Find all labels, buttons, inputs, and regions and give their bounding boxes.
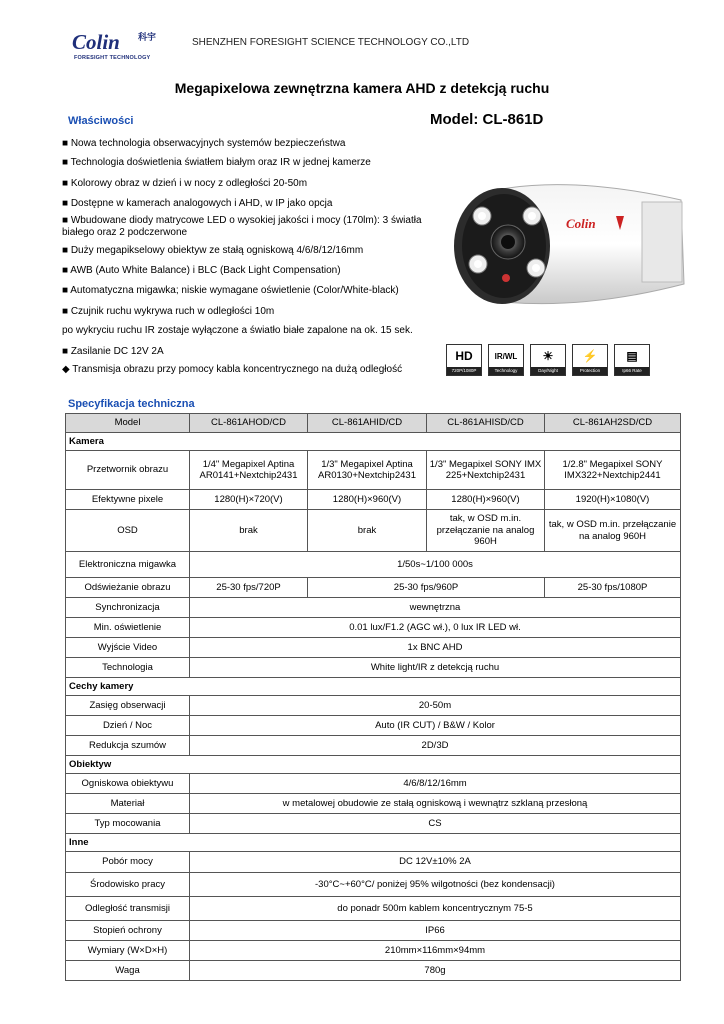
table-row bbox=[66, 852, 681, 873]
table-cell: 1/50s~1/100 000s bbox=[190, 552, 681, 578]
feature-item: ■ AWB (Auto White Balance) i BLC (Back Light Compensation) bbox=[62, 265, 341, 276]
feature-item: po wykryciu ruchu IR zostaje wyłączone a światło białe zapalone na ok. 15 sek. bbox=[62, 325, 413, 336]
row-label: Materiał bbox=[66, 794, 190, 814]
table-cell: 4/6/8/12/16mm bbox=[190, 774, 681, 794]
table-header-cell: CL-861AHID/CD bbox=[308, 414, 427, 433]
ip66-badge: ▤ Ip66 Rate bbox=[614, 344, 650, 376]
table-row bbox=[66, 618, 681, 638]
table-header-cell: CL-861AHISD/CD bbox=[427, 414, 545, 433]
row-label: Min. oświetlenie bbox=[66, 618, 190, 638]
table-row bbox=[66, 941, 681, 961]
table-cell: 1280(H)×720(V) bbox=[190, 490, 308, 510]
company-logo bbox=[72, 30, 158, 66]
row-label: Pobór mocy bbox=[66, 852, 190, 873]
table-cell: 210mm×116mm×94mm bbox=[190, 941, 681, 961]
table-row bbox=[66, 794, 681, 814]
row-label: Technologia bbox=[66, 658, 190, 678]
table-header-cell: CL-861AH2SD/CD bbox=[545, 414, 681, 433]
irwl-icon: IR/WL bbox=[494, 351, 518, 361]
company-name: SHENZHEN FORESIGHT SCIENCE TECHNOLOGY CO.,LTD bbox=[192, 37, 470, 48]
table-row bbox=[66, 774, 681, 794]
feature-item: ■ Technologia doświetlenia światłem białym oraz IR w jednej kamerze bbox=[62, 157, 371, 168]
model-number: Model: CL-861D bbox=[430, 111, 544, 128]
table-cell: 1920(H)×1080(V) bbox=[545, 490, 681, 510]
table-header-cell: Model bbox=[66, 414, 190, 433]
table-cell: 0.01 lux/F1.2 (AGC wł.), 0 lux IR LED wł. bbox=[190, 618, 681, 638]
table-cell: -30°C~+60°C/ poniżej 95% wilgotności (bez kondensacji) bbox=[190, 873, 681, 897]
table-row bbox=[66, 736, 681, 756]
table-cell: 1/2.8" Megapixel SONY IMX322+Nextchip2441 bbox=[545, 451, 681, 490]
feature-badges bbox=[446, 344, 688, 378]
row-label: Synchronizacja bbox=[66, 598, 190, 618]
irwl-badge: IR/WL Technology bbox=[488, 344, 524, 376]
table-cell: DC 12V±10% 2A bbox=[190, 852, 681, 873]
feature-item: ◆ Transmisja obrazu przy pomocy kabla koncentrycznego na dużą odległość bbox=[62, 364, 403, 375]
feature-item: ■ Czujnik ruchu wykrywa ruch w odległości 10m bbox=[62, 306, 275, 317]
table-cell: tak, w OSD m.in. przełączanie na analog 960H bbox=[427, 510, 545, 552]
protection-badge: ⚡ Protection bbox=[572, 344, 608, 376]
table-cell: Auto (IR CUT) / B&W / Kolor bbox=[190, 716, 681, 736]
specs-table bbox=[65, 413, 681, 981]
feature-item: ■ Duży megapikselowy obiektyw ze stałą ogniskową 4/6/8/12/16mm bbox=[62, 245, 364, 256]
row-label: Środowisko pracy bbox=[66, 873, 190, 897]
table-row bbox=[66, 658, 681, 678]
table-section-row bbox=[66, 834, 681, 852]
table-header-row bbox=[66, 414, 681, 433]
section-label: Cechy kamery bbox=[66, 678, 681, 696]
table-cell: 25-30 fps/1080P bbox=[545, 578, 681, 598]
table-row bbox=[66, 490, 681, 510]
table-row bbox=[66, 510, 681, 552]
table-cell: 20-50m bbox=[190, 696, 681, 716]
table-row bbox=[66, 578, 681, 598]
table-row bbox=[66, 897, 681, 921]
daynight-badge: ☀ Day/Night bbox=[530, 344, 566, 376]
row-label: Odświeżanie obrazu bbox=[66, 578, 190, 598]
table-cell: 1280(H)×960(V) bbox=[308, 490, 427, 510]
row-label: OSD bbox=[66, 510, 190, 552]
feature-item: ■ Automatyczna migawka; niskie wymagane oświetlenie (Color/White-black) bbox=[62, 285, 399, 296]
row-label: Dzień / Noc bbox=[66, 716, 190, 736]
camera-brand-label: Colin bbox=[566, 216, 596, 231]
table-cell: 1/3" Megapixel Aptina AR0130+Nextchip2431 bbox=[308, 451, 427, 490]
features-heading: Właściwości bbox=[68, 115, 134, 127]
row-label: Przetwornik obrazu bbox=[66, 451, 190, 490]
table-row bbox=[66, 921, 681, 941]
feature-item: ■ Kolorowy obraz w dzień i w nocy z odległości 20-50m bbox=[62, 178, 308, 189]
row-label: Typ mocowania bbox=[66, 814, 190, 834]
row-label: Odległość transmisji bbox=[66, 897, 190, 921]
row-label: Elektroniczna migawka bbox=[66, 552, 190, 578]
hd-icon: HD bbox=[455, 349, 473, 363]
table-cell: w metalowej obudowie ze stałą ogniskową i wewnątrz szklaną przesłoną bbox=[190, 794, 681, 814]
table-cell: CS bbox=[190, 814, 681, 834]
table-cell: 25-30 fps/720P bbox=[190, 578, 308, 598]
table-row bbox=[66, 873, 681, 897]
table-section-row bbox=[66, 756, 681, 774]
table-row bbox=[66, 716, 681, 736]
table-row bbox=[66, 696, 681, 716]
table-cell: tak, w OSD m.in. przełączanie na analog 960H bbox=[545, 510, 681, 552]
table-cell: do ponadr 500m kablem koncentrycznym 75-5 bbox=[190, 897, 681, 921]
sun-icon: ☀ bbox=[542, 349, 554, 363]
table-row bbox=[66, 638, 681, 658]
table-cell: 1/3" Megapixel SONY IMX 225+Nextchip2431 bbox=[427, 451, 545, 490]
row-label: Wymiary (W×D×H) bbox=[66, 941, 190, 961]
table-cell: 2D/3D bbox=[190, 736, 681, 756]
table-row bbox=[66, 598, 681, 618]
table-cell: 1x BNC AHD bbox=[190, 638, 681, 658]
camera-illustration bbox=[446, 172, 690, 322]
row-label: Stopień ochrony bbox=[66, 921, 190, 941]
feature-item: ■ Nowa technologia obserwacyjnych systemów bezpieczeństwa bbox=[62, 138, 346, 149]
row-label: Zasięg obserwacji bbox=[66, 696, 190, 716]
feature-item: ■ Zasilanie DC 12V 2A bbox=[62, 346, 164, 357]
row-label: Waga bbox=[66, 961, 190, 981]
document-title: Megapixelowa zewnętrzna kamera AHD z detekcją ruchu bbox=[174, 80, 550, 96]
table-row bbox=[66, 451, 681, 490]
table-cell: 25-30 fps/960P bbox=[308, 578, 545, 598]
table-cell: 780g bbox=[190, 961, 681, 981]
row-label: Wyjście Video bbox=[66, 638, 190, 658]
table-row bbox=[66, 552, 681, 578]
table-cell: 1/4" Megapixel Aptina AR0141+Nextchip2431 bbox=[190, 451, 308, 490]
table-cell: IP66 bbox=[190, 921, 681, 941]
logo-subtitle: FORESIGHT TECHNOLOGY bbox=[74, 55, 151, 61]
feature-item: ■ Dostępne w kamerach analogowych i AHD, w IP jako opcja bbox=[62, 198, 333, 209]
row-label: Redukcja szumów bbox=[66, 736, 190, 756]
table-section-row bbox=[66, 678, 681, 696]
table-cell: brak bbox=[308, 510, 427, 552]
section-label: Kamera bbox=[66, 433, 681, 451]
table-cell: 1280(H)×960(V) bbox=[427, 490, 545, 510]
table-row bbox=[66, 814, 681, 834]
row-label: Efektywne pixele bbox=[66, 490, 190, 510]
logo-cjk: 科宇 bbox=[138, 32, 157, 42]
table-row bbox=[66, 961, 681, 981]
table-cell: wewnętrzna bbox=[190, 598, 681, 618]
table-cell: White light/IR z detekcją ruchu bbox=[190, 658, 681, 678]
hd-badge: HD 720P/1080P bbox=[446, 344, 482, 376]
section-label: Obiektyw bbox=[66, 756, 681, 774]
row-label: Ogniskowa obiektywu bbox=[66, 774, 190, 794]
section-label: Inne bbox=[66, 834, 681, 852]
feature-item: ■ Wbudowane diody matrycowe LED o wysokiej jakości i mocy (170lm): 3 światła białego oraz 2 podczerwone bbox=[62, 215, 422, 238]
table-header-cell: CL-861AHOD/CD bbox=[190, 414, 308, 433]
lightning-icon: ⚡ bbox=[582, 349, 598, 363]
waterproof-icon: ▤ bbox=[626, 349, 638, 363]
logo-text: Colin bbox=[72, 30, 120, 54]
table-cell: brak bbox=[190, 510, 308, 552]
table-section-row bbox=[66, 433, 681, 451]
specs-heading: Specyfikacja techniczna bbox=[68, 398, 195, 410]
